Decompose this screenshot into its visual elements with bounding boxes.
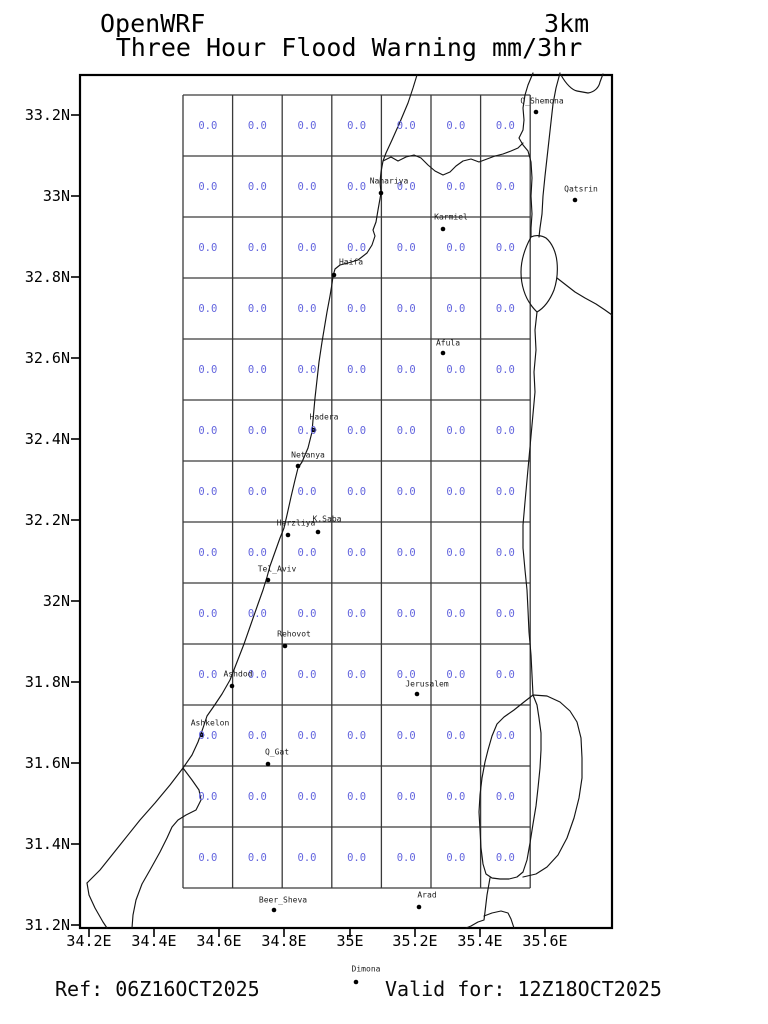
- city-label: Hadera: [309, 412, 339, 422]
- grid-cell-value: 0.0: [446, 607, 466, 620]
- city-dot: [573, 198, 578, 203]
- grid-cell-value: 0.0: [198, 668, 218, 681]
- city-label: Ashdod: [223, 669, 253, 679]
- grid-cell-value: 0.0: [446, 851, 466, 864]
- grid-cell-value: 0.0: [347, 607, 367, 620]
- city-label: Karmiel: [434, 212, 468, 222]
- x-tick-label: 34.2E: [66, 932, 112, 950]
- grid-cell-value: 0.0: [247, 363, 267, 376]
- grid-cell-value: 0.0: [446, 302, 466, 315]
- grid-cell-value: 0.0: [347, 485, 367, 498]
- grid-cell-value: 0.0: [495, 851, 515, 864]
- grid-cell-value: 0.0: [247, 119, 267, 132]
- grid-cell-value: 0.0: [396, 485, 416, 498]
- sea-of-galilee: [521, 236, 557, 312]
- x-tick-label: 35.2E: [392, 932, 438, 950]
- grid-cell-value: 0.0: [446, 668, 466, 681]
- city-label: K.Saba: [312, 514, 342, 524]
- grid-cell-value: 0.0: [446, 180, 466, 193]
- city-dot: [354, 980, 359, 985]
- resolution-label: 3km: [544, 9, 590, 38]
- grid-cell-value: 0.0: [297, 607, 317, 620]
- grid-cell-value: 0.0: [347, 180, 367, 193]
- grid-cell-value: 0.0: [247, 424, 267, 437]
- model-title: OpenWRF: [100, 9, 206, 38]
- grid-cell-value: 0.0: [495, 668, 515, 681]
- x-tick-label: 34.4E: [131, 932, 177, 950]
- arava-border: [466, 878, 490, 928]
- grid-cell-value: 0.0: [446, 424, 466, 437]
- x-tick-label: 35E: [336, 932, 364, 950]
- chart-subtitle: Three Hour Flood Warning mm/3hr: [115, 33, 583, 62]
- y-tick-label: 31.8N: [24, 673, 70, 691]
- grid-cell-value: 0.0: [247, 485, 267, 498]
- grid-cell-value: 0.0: [396, 790, 416, 803]
- grid-cell-value: 0.0: [247, 668, 267, 681]
- grid-cell-value: 0.0: [297, 302, 317, 315]
- grid-cell-value: 0.0: [247, 546, 267, 559]
- grid-cell-value: 0.0: [347, 546, 367, 559]
- city-label: Nahariya: [369, 176, 409, 186]
- dead-sea-east-shore: [523, 695, 582, 877]
- grid-cell-value: 0.0: [247, 607, 267, 620]
- grid-cell-value: 0.0: [495, 546, 515, 559]
- city-dot: [296, 464, 301, 469]
- grid-cell-value: 0.0: [198, 241, 218, 254]
- grid-cell-value: 0.0: [297, 729, 317, 742]
- city-label: Qatsrin: [564, 184, 598, 194]
- city-label: Netanya: [291, 450, 325, 460]
- grid-cell-value: 0.0: [446, 790, 466, 803]
- grid-cell-value: 0.0: [396, 668, 416, 681]
- grid-cell-value: 0.0: [396, 119, 416, 132]
- grid-cell-value: 0.0: [495, 485, 515, 498]
- grid-cell-value: 0.0: [446, 546, 466, 559]
- egypt-border: [87, 883, 107, 928]
- reference-time: Ref: 06Z16OCT2025: [55, 977, 260, 1001]
- grid-cell-value: 0.0: [198, 424, 218, 437]
- grid-cell-value: 0.0: [396, 851, 416, 864]
- dead-sea-mid-border: [523, 695, 541, 872]
- city-label: Herzliya: [276, 518, 316, 528]
- city-label: Q_Gat: [264, 747, 290, 757]
- city-dot: [415, 692, 420, 697]
- grid-cell-value: 0.0: [495, 363, 515, 376]
- grid-cell-value: 0.0: [198, 485, 218, 498]
- grid-cell-value: 0.0: [247, 790, 267, 803]
- grid-cell-value: 0.0: [297, 119, 317, 132]
- grid-cell-value: 0.0: [297, 180, 317, 193]
- arava-border-east-branch: [484, 911, 514, 928]
- grid-cell-value: 0.0: [247, 302, 267, 315]
- y-tick-label: 32.8N: [24, 268, 70, 286]
- city-label: Haifa: [338, 257, 364, 267]
- grid-cell-value: 0.0: [198, 607, 218, 620]
- city-dot: [266, 578, 271, 583]
- grid-cell-value: 0.0: [396, 363, 416, 376]
- grid-cell-value: 0.0: [297, 790, 317, 803]
- grid-cell-value: 0.0: [297, 851, 317, 864]
- grid-cell-value: 0.0: [446, 363, 466, 376]
- grid-cell-value: 0.0: [495, 302, 515, 315]
- grid-cell-value: 0.0: [247, 729, 267, 742]
- x-tick-label: 34.6E: [196, 932, 242, 950]
- grid-cell-value: 0.0: [396, 607, 416, 620]
- grid-cell-value: 0.0: [347, 119, 367, 132]
- grid-cell-value: 0.0: [347, 790, 367, 803]
- city-label: Q_Shemona: [520, 96, 564, 106]
- grid-cell-value: 0.0: [297, 424, 317, 437]
- plot-frame: [80, 75, 612, 928]
- grid-cell-value: 0.0: [297, 241, 317, 254]
- city-dot: [332, 273, 337, 278]
- grid-cell-value: 0.0: [396, 729, 416, 742]
- grid-cell-value: 0.0: [396, 546, 416, 559]
- grid-cell-value: 0.0: [198, 363, 218, 376]
- grid-cell-value: 0.0: [198, 546, 218, 559]
- city-dot: [283, 644, 288, 649]
- grid-cell-value: 0.0: [347, 851, 367, 864]
- grid-cell-value: 0.0: [495, 241, 515, 254]
- grid-cell-value: 0.0: [347, 241, 367, 254]
- city-dot: [379, 191, 384, 196]
- grid-cell-value: 0.0: [297, 668, 317, 681]
- city-label: Arad: [417, 890, 437, 900]
- y-tick-label: 32N: [42, 592, 70, 610]
- y-tick-label: 33N: [42, 187, 70, 205]
- y-tick-label: 32.4N: [24, 430, 70, 448]
- city-label: Afula: [435, 338, 461, 348]
- grid-cell-value: 0.0: [347, 363, 367, 376]
- grid-cell-value: 0.0: [198, 729, 218, 742]
- grid-cell-value: 0.0: [247, 241, 267, 254]
- grid-cell-value: 0.0: [347, 668, 367, 681]
- grid-cell-value: 0.0: [495, 180, 515, 193]
- grid-cell-value: 0.0: [297, 485, 317, 498]
- grid-cell-value: 0.0: [297, 546, 317, 559]
- city-dot: [441, 351, 446, 356]
- y-tick-label: 33.2N: [24, 106, 70, 124]
- yarmouk-border: [557, 278, 612, 315]
- grid-cell-value: 0.0: [446, 241, 466, 254]
- grid-cell-value: 0.0: [495, 790, 515, 803]
- city-label: Beer_Sheva: [258, 895, 308, 905]
- grid-cell-value: 0.0: [198, 119, 218, 132]
- city-dot: [286, 533, 291, 538]
- grid-cell-value: 0.0: [347, 302, 367, 315]
- city-dot: [230, 684, 235, 689]
- y-tick-label: 32.2N: [24, 511, 70, 529]
- grid-cell-value: 0.0: [297, 363, 317, 376]
- city-dot: [272, 908, 277, 913]
- city-label: Tel_Aviv: [257, 564, 297, 574]
- city-dot: [266, 762, 271, 767]
- gaza-border: [132, 768, 201, 928]
- grid-cell-value: 0.0: [198, 851, 218, 864]
- grid-cell-value: 0.0: [495, 119, 515, 132]
- mediterranean-coastline: [87, 75, 417, 883]
- x-tick-label: 35.6E: [522, 932, 568, 950]
- grid-cell-value: 0.0: [495, 729, 515, 742]
- city-label: Rehovot: [277, 629, 311, 639]
- grid-cell-value: 0.0: [495, 607, 515, 620]
- grid-cell-value: 0.0: [396, 302, 416, 315]
- city-label: Ashkelon: [190, 718, 230, 728]
- grid-cell-value: 0.0: [347, 424, 367, 437]
- y-tick-label: 31.2N: [24, 916, 70, 934]
- grid-cell-value: 0.0: [446, 119, 466, 132]
- grid-cell-value: 0.0: [247, 851, 267, 864]
- city-dot: [441, 227, 446, 232]
- city-dot: [534, 110, 539, 115]
- grid-cell-value: 0.0: [347, 729, 367, 742]
- city-dot: [316, 530, 321, 535]
- y-tick-label: 32.6N: [24, 349, 70, 367]
- grid-cell-value: 0.0: [446, 485, 466, 498]
- city-label: Jerusalem: [405, 679, 449, 689]
- grid-cell-value: 0.0: [495, 424, 515, 437]
- grid-cell-value: 0.0: [396, 180, 416, 193]
- grid-cell-value: 0.0: [247, 180, 267, 193]
- grid-cell-value: 0.0: [396, 241, 416, 254]
- city-dot: [417, 905, 422, 910]
- grid-cell-value: 0.0: [396, 424, 416, 437]
- y-tick-label: 31.6N: [24, 754, 70, 772]
- grid-cell-value: 0.0: [446, 729, 466, 742]
- golan-border-arc: [561, 74, 603, 93]
- grid-cell-value: 0.0: [198, 790, 218, 803]
- grid-cell-value: 0.0: [198, 302, 218, 315]
- y-tick-label: 31.4N: [24, 835, 70, 853]
- valid-time: Valid for: 12Z18OCT2025: [385, 977, 662, 1001]
- city-label: Dimona: [351, 964, 381, 974]
- grid-cell-value: 0.0: [198, 180, 218, 193]
- lebanon-border: [383, 143, 523, 175]
- x-tick-label: 34.8E: [261, 932, 307, 950]
- x-tick-label: 35.4E: [457, 932, 503, 950]
